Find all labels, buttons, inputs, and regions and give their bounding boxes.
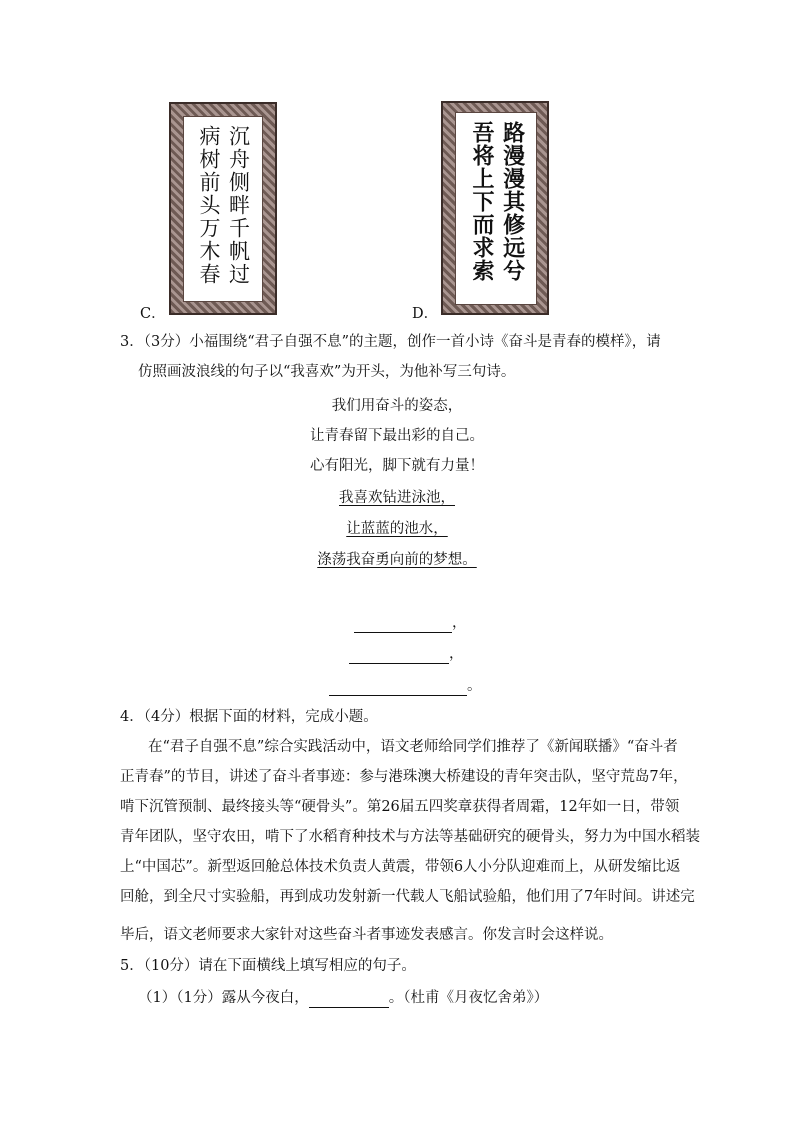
q5-item1 xyxy=(138,988,548,1008)
q4-para-line4: 青年团队，坚守农田，啃下了水稻育种技术与方法等基础研究的硬骨头，努力为中国水稻装 xyxy=(120,829,700,845)
scroll-c-paper xyxy=(183,116,263,302)
scroll-d-left-text: 吾将上下而求索 xyxy=(469,121,494,282)
scroll-c xyxy=(169,102,277,315)
q3-example-line2 xyxy=(0,519,794,539)
q3-example-text1: 我喜欢钻进泳池， xyxy=(339,490,455,506)
scroll-d-left-column xyxy=(468,121,493,304)
scroll-d xyxy=(441,101,549,315)
q5-item1-prefix: （1）（1分）露从今夜白， xyxy=(138,990,309,1006)
q3-example-line3 xyxy=(0,550,794,570)
q5-item1-blank[interactable] xyxy=(309,991,389,1008)
q3-answer-blank2[interactable] xyxy=(349,647,449,664)
q3-example-text3: 涤荡我奋勇向前的梦想。 xyxy=(317,552,477,568)
q3-poem-line3: 心有阳光，脚下就有力量！ xyxy=(310,458,484,474)
q3-poem-line1: 我们用奋斗的姿态， xyxy=(331,398,463,414)
scroll-c-left-text: 病树前头万木春 xyxy=(197,125,221,286)
scroll-c-right-column xyxy=(226,125,250,301)
q3-answer-punct2: ， xyxy=(449,646,464,662)
q4-para-line7: 毕后，语文老师要求大家针对这些奋斗者事迹发表感言。你发言时会这样说。 xyxy=(120,927,613,943)
q3-answer-row1 xyxy=(354,613,467,633)
q3-poem-line2: 让青春留下最出彩的自己。 xyxy=(310,428,484,444)
scroll-d-right-text: 路漫漫其修远兮 xyxy=(499,121,525,282)
q4-para-line1: 在“君子自强不息”综合实践活动中，语文老师给同学们推荐了《新闻联播》“奋斗者 xyxy=(148,739,678,755)
scroll-c-right-text: 沉舟侧畔千帆过 xyxy=(226,125,251,286)
q4-para-line2: 正青春”的节目，讲述了奋斗者事迹：参与港珠澳大桥建设的青年突击队，坚守荒岛7年， xyxy=(120,769,688,785)
q3-answer-punct3: 。 xyxy=(467,678,482,694)
scroll-d-paper xyxy=(455,112,537,305)
q3-stem-line2: 仿照画波浪线的句子以“我喜欢”为开头，为他补写三句诗。 xyxy=(138,364,516,380)
q3-answer-punct1: ， xyxy=(452,615,467,631)
q3-example-text2: 让蓝蓝的池水， xyxy=(346,521,448,537)
q3-answer-row3 xyxy=(329,676,482,696)
option-c-label: C． xyxy=(140,306,166,322)
q3-stem-line1: 3．（3分）小福围绕“君子自强不息”的主题，创作一首小诗《奋斗是青春的模样》，请 xyxy=(120,334,661,350)
q4-para-line6: 回舱，到全尺寸实验船，再到成功发射新一代载人飞船试验船，他们用了7年时间。讲述完 xyxy=(120,889,695,905)
q4-para-line3: 啃下沉管预制、最终接头等“硬骨头”。第26届五四奖章获得者周霜，12年如一日，带领 xyxy=(120,799,680,815)
q3-answer-row2 xyxy=(349,644,464,664)
option-d-label: D． xyxy=(412,306,439,322)
q5-stem: 5．（10分）请在下面横线上填写相应的句子。 xyxy=(120,958,416,974)
q3-answer-blank3[interactable] xyxy=(329,679,467,696)
q5-item1-suffix: 。（杜甫《月夜忆舍弟》） xyxy=(388,990,549,1006)
scroll-d-right-column xyxy=(499,121,524,304)
q3-answer-blank1[interactable] xyxy=(354,616,452,633)
q4-stem: 4．（4分）根据下面的材料，完成小题。 xyxy=(120,709,378,725)
q4-para-line5: 上“中国芯”。新型返回舱总体技术负责人黄震，带领6人小分队迎难而上，从研发缩比返 xyxy=(120,859,681,875)
q3-example-line1 xyxy=(0,488,794,508)
scroll-c-left-column xyxy=(196,125,220,301)
